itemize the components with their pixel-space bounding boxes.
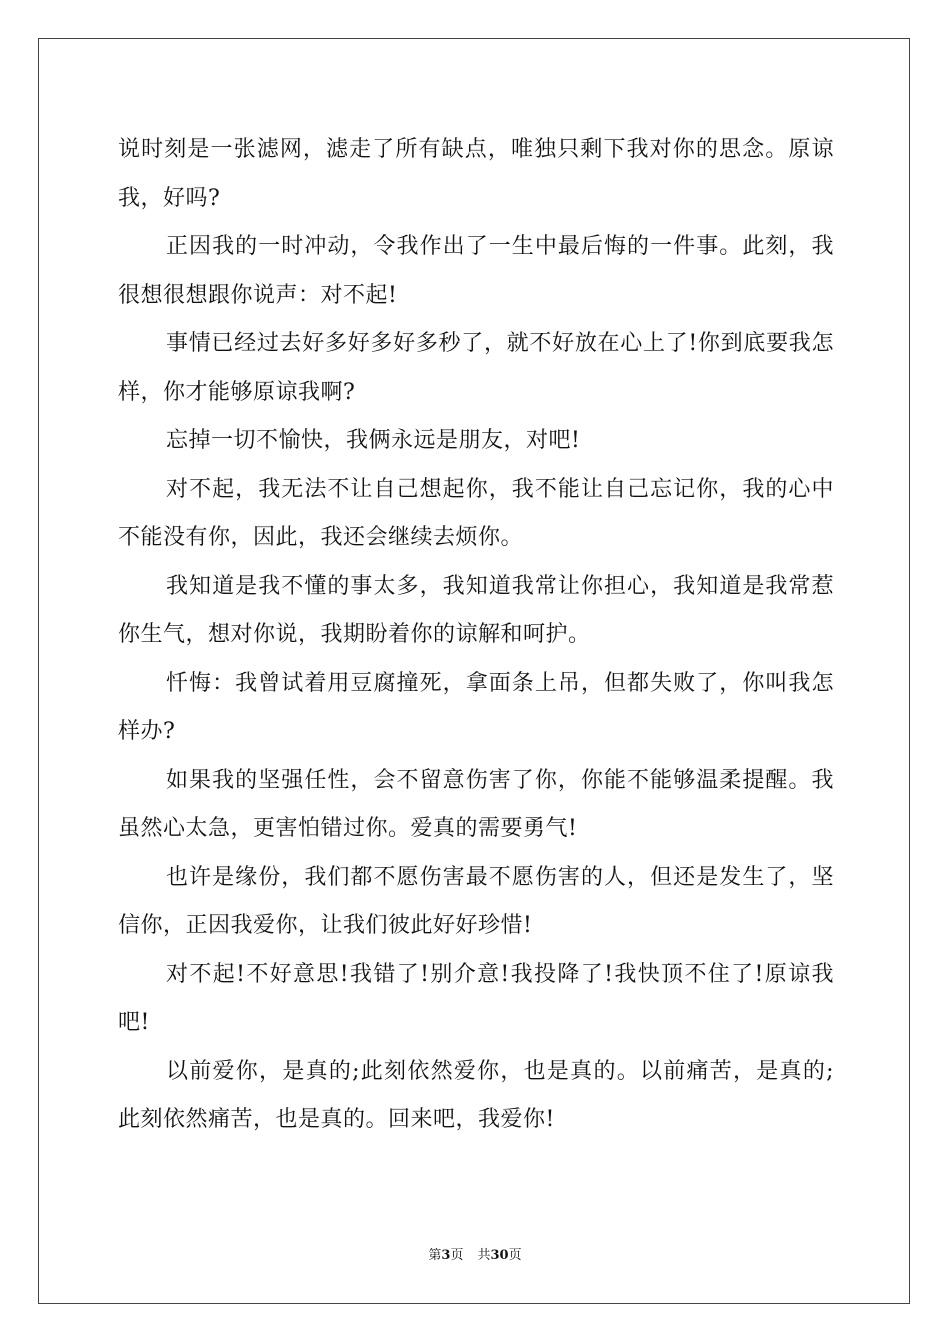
paragraph-4: 忘掉一切不愉快，我俩永远是朋友，对吧!	[166, 428, 581, 453]
page-footer	[0, 1247, 950, 1265]
page-number: 3	[441, 1248, 451, 1263]
paragraph-6: 我知道是我不懂的事太多，我知道我常让你担心，我知道是我常惹你生气，想对你说，我期盼着你的谅解和呵护。	[118, 573, 834, 647]
paragraph-9: 也许是缘份，我们都不愿伤害最不愿伤害的人，但还是发生了，坚信你，正因我爱你，让我们彼此好好珍惜!	[118, 864, 834, 938]
total-prefix: 共	[477, 1248, 491, 1263]
paragraph-5: 对不起，我无法不让自己想起你，我不能让自己忘记你，我的心中不能没有你，因此，我还会继续去烦你。	[118, 476, 834, 550]
paragraph-11: 以前爱你，是真的;此刻依然爱你，也是真的。以前痛苦，是真的;此刻依然痛苦，也是真的。回来吧，我爱你!	[118, 1058, 834, 1132]
paragraph-1: 说时刻是一张滤网，滤走了所有缺点，唯独只剩下我对你的思念。原谅我，好吗?	[118, 137, 834, 211]
page-suffix: 页	[450, 1248, 464, 1263]
total-suffix: 页	[508, 1248, 522, 1263]
page-prefix: 第	[428, 1248, 442, 1263]
paragraph-10: 对不起!不好意思!我错了!别介意!我投降了!我快顶不住了!原谅我吧!	[118, 961, 834, 1035]
total-pages: 30	[490, 1248, 509, 1263]
document-body	[118, 126, 834, 1145]
paragraph-7: 忏悔：我曾试着用豆腐撞死，拿面条上吊，但都失败了，你叫我怎样办?	[118, 670, 834, 744]
paragraph-8: 如果我的坚强任性，会不留意伤害了你，你能不能够温柔提醒。我虽然心太急，更害怕错过你。爱真的需要勇气!	[118, 767, 834, 841]
paragraph-3: 事情已经过去好多好多好多秒了，就不好放在心上了!你到底要我怎样，你才能够原谅我啊?	[118, 331, 834, 405]
paragraph-2: 正因我的一时冲动，令我作出了一生中最后悔的一件事。此刻，我很想很想跟你说声：对不起!	[118, 234, 834, 308]
